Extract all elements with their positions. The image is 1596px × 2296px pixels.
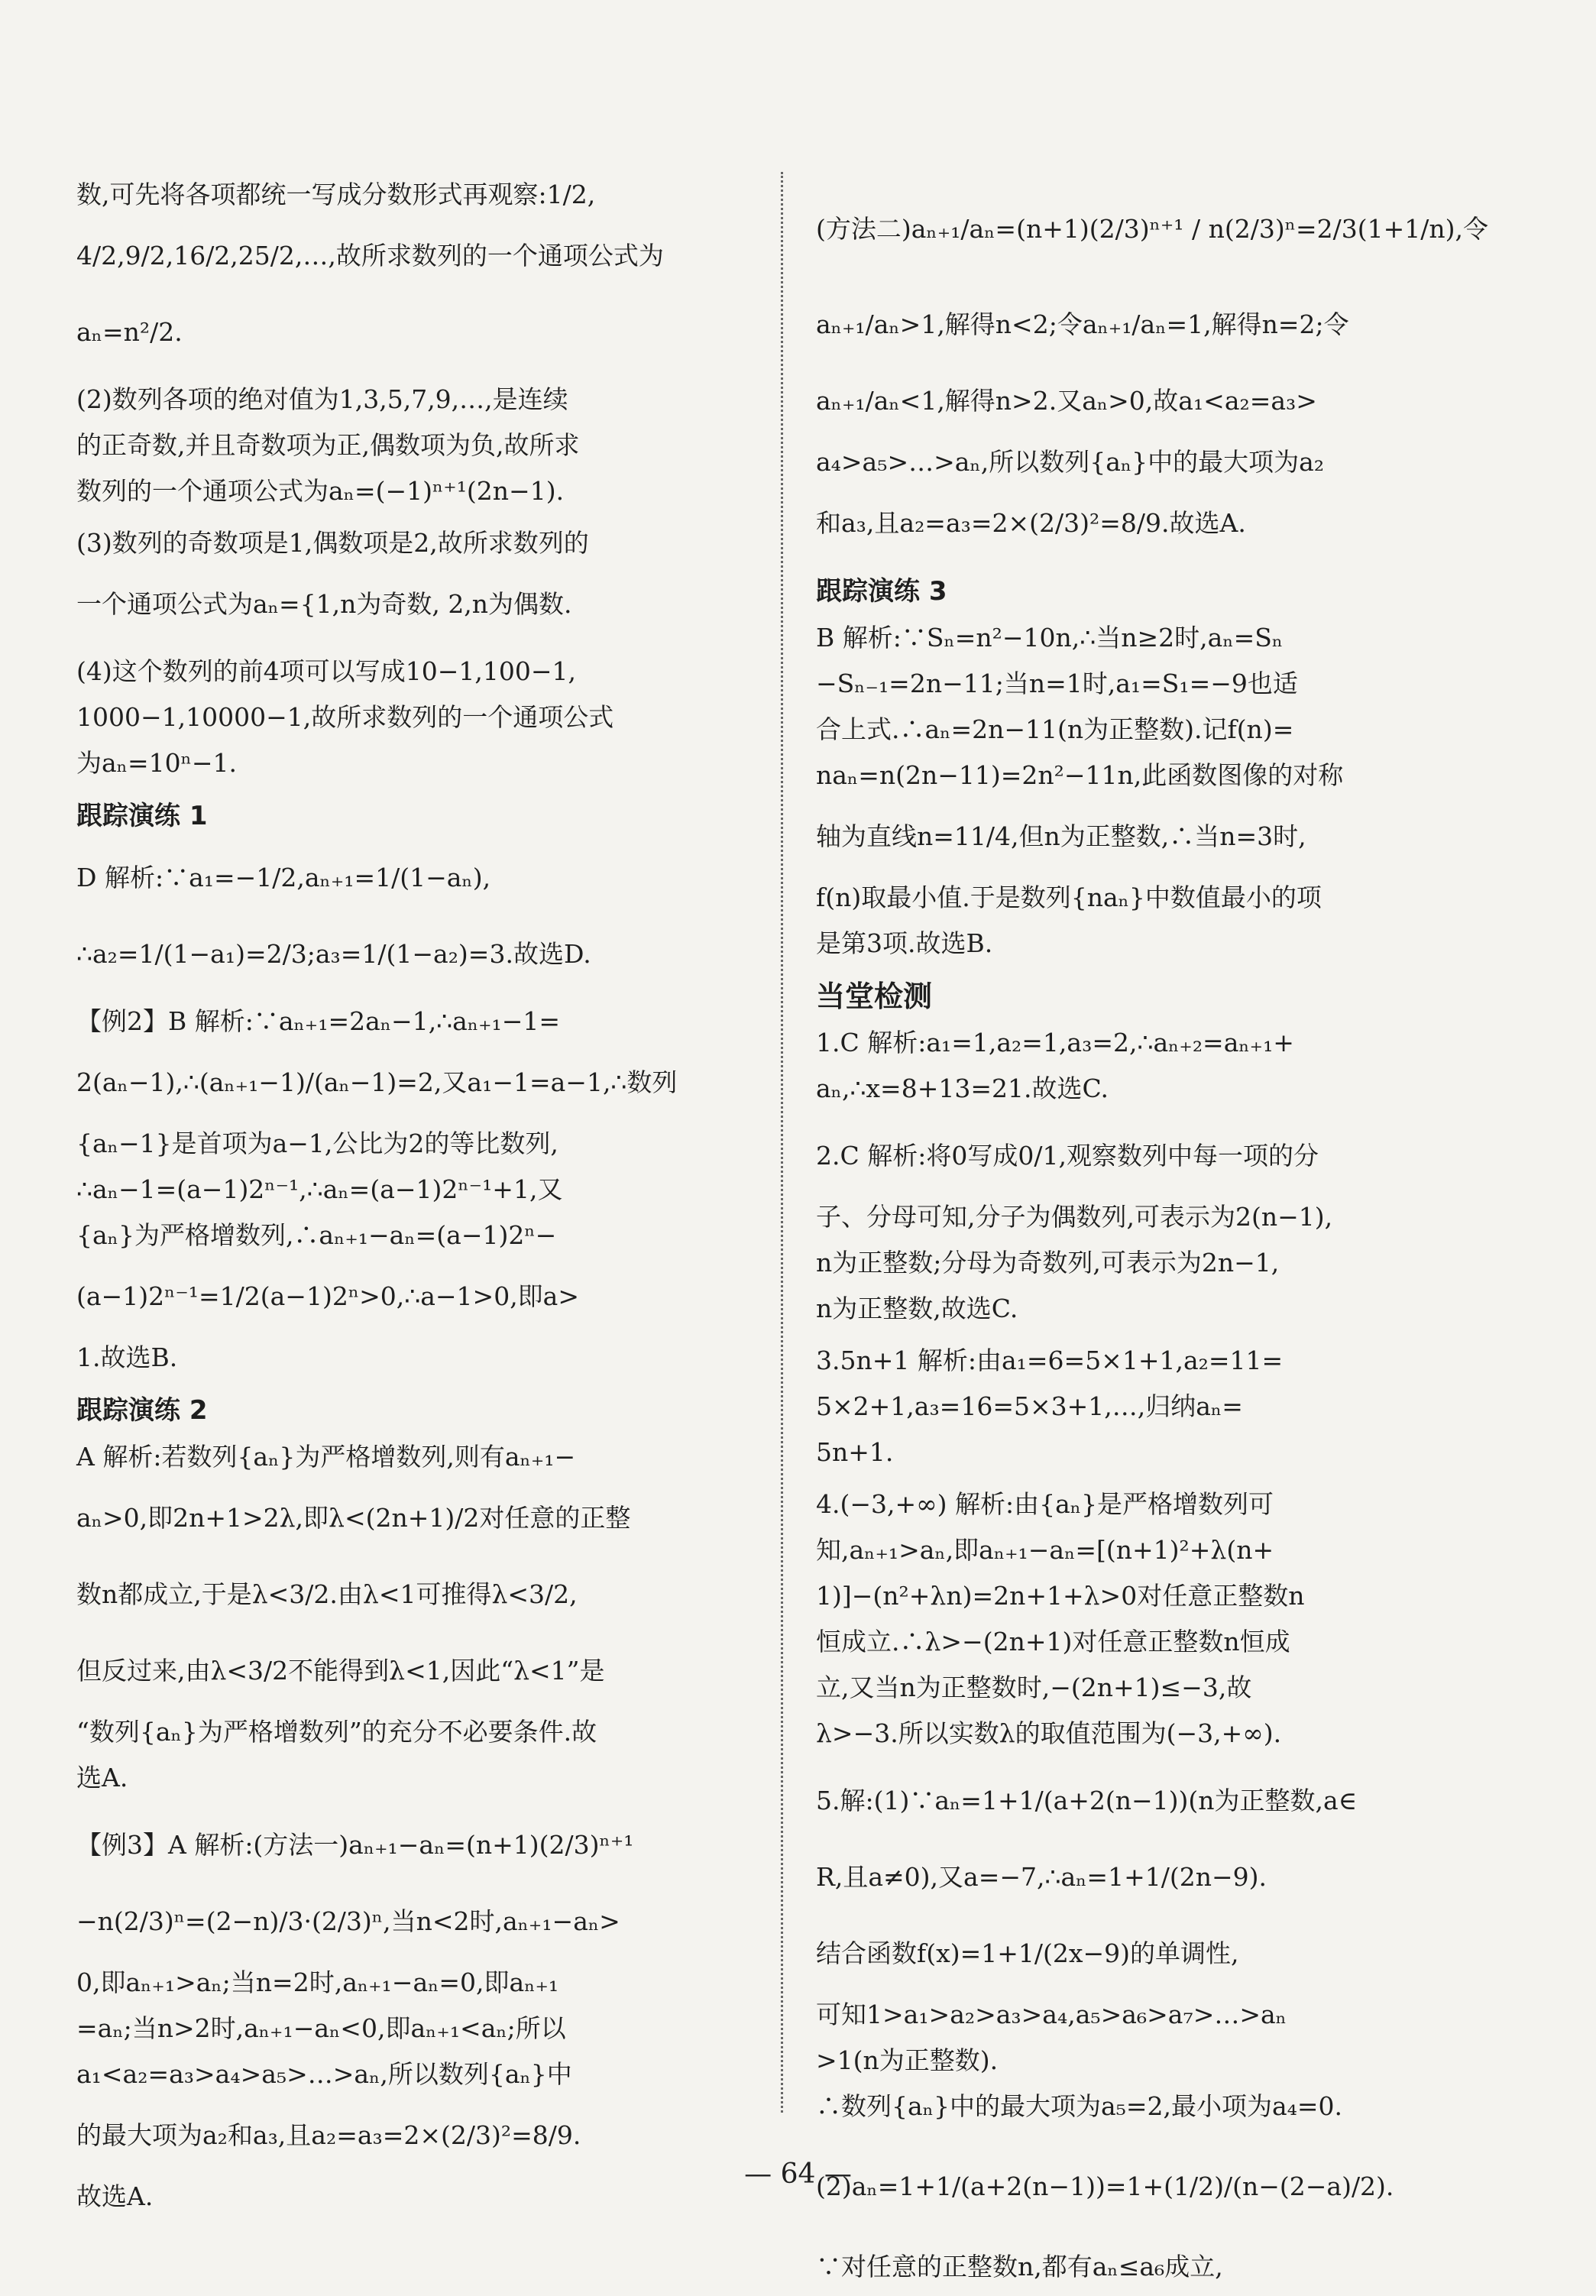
exercise-item [816, 1118, 1496, 1332]
text-line: 故选A. [76, 2181, 154, 2211]
text-line: 3.5n+1 解析:由a₁=6=5×1+1,a₂=11= [816, 1346, 1284, 1375]
exercise-item [816, 1020, 1496, 1112]
text-line: 1.故选B. [76, 1342, 178, 1372]
exercise-item [816, 1763, 1496, 2290]
example-block [76, 1807, 756, 2220]
text-block [76, 172, 756, 371]
text-line: (a−1)2ⁿ⁻¹=1/2(a−1)2ⁿ>0,∴a−1>0,即a> [76, 1281, 580, 1311]
text-line: 【例3】A 解析:(方法一)aₙ₊₁−aₙ=(n+1)(2/3)ⁿ⁺¹ [76, 1830, 634, 1860]
text-line: 和a₃,且a₂=a₃=2×(2/3)²=8/9.故选A. [816, 508, 1246, 538]
text-line: (2)aₙ=1+1/(a+2(n−1))=1+(1/2)/(n−(2−a)/2). [816, 2171, 1394, 2201]
text-line: >1(n为正整数). [816, 2045, 999, 2075]
text-line: ∴a₂=1/(1−a₁)=2/3;a₃=1/(1−a₂)=3.故选D. [76, 939, 591, 969]
text-line: aₙ>0,即2n+1>2λ,即λ<(2n+1)/2对任意的正整 [76, 1503, 631, 1533]
text-line: 2(aₙ−1),∴(aₙ₊₁−1)/(aₙ−1)=2,又a₁−1=a−1,∴数列 [76, 1067, 678, 1097]
text-line: aₙ,∴x=8+13=21.故选C. [816, 1074, 1109, 1103]
text-line: 结合函数f(x)=1+1/(2x−9)的单调性, [816, 1938, 1239, 1968]
text-line: 立,又当n为正整数时,−(2n+1)≤−3,故 [816, 1673, 1252, 1702]
text-line: −Sₙ₋₁=2n−11;当n=1时,a₁=S₁=−9也适 [816, 669, 1298, 698]
text-line: 知,aₙ₊₁>aₙ,即aₙ₊₁−aₙ=[(n+1)²+λ(n+ [816, 1535, 1274, 1565]
text-line: −n(2/3)ⁿ=(2−n)/3·(2/3)ⁿ,当n<2时,aₙ₊₁−aₙ> [76, 1906, 620, 1936]
text-line: 子、分母可知,分子为偶数列,可表示为2(n−1), [816, 1202, 1333, 1232]
text-line: 【例2】B 解析:∵aₙ₊₁=2aₙ−1,∴aₙ₊₁−1= [76, 1006, 561, 1036]
text-line: λ>−3.所以实数λ的取值范围为(−3,+∞). [816, 1718, 1282, 1748]
text-line: 合上式.∴aₙ=2n−11(n为正整数).记f(n)= [816, 714, 1294, 744]
text-line: =aₙ;当n>2时,aₙ₊₁−aₙ<0,即aₙ₊₁<aₙ;所以 [76, 2013, 566, 2043]
text-line: 1.C 解析:a₁=1,a₂=1,a₃=2,∴aₙ₊₂=aₙ₊₁+ [816, 1028, 1294, 1057]
text-block [76, 840, 756, 993]
text-line: 数,可先将各项都统一写成分数形式再观察:1/2, [76, 180, 596, 209]
text-line: 是第3项.故选B. [816, 928, 993, 958]
text-line: 的正奇数,并且奇数项为正,偶数项为负,故所求 [76, 430, 580, 460]
text-line: ∴aₙ−1=(a−1)2ⁿ⁻¹,∴aₙ=(a−1)2ⁿ⁻¹+1,又 [76, 1174, 563, 1204]
text-line: ∵对任意的正整数n,都有aₙ≤a₆成立, [816, 2252, 1223, 2281]
text-line: B 解析:∵Sₙ=n²−10n,∴当n≥2时,aₙ=Sₙ [816, 623, 1284, 653]
text-line: R,且a≠0),又a=−7,∴aₙ=1+1/(2n−9). [816, 1862, 1267, 1892]
text-line: 选A. [76, 1763, 128, 1792]
text-line: 0,即aₙ₊₁>aₙ;当n=2时,aₙ₊₁−aₙ=0,即aₙ₊₁ [76, 1967, 559, 1997]
text-line: aₙ₊₁/aₙ<1,解得n>2.又aₙ>0,故a₁<a₂=a₃> [816, 386, 1317, 416]
text-block [76, 649, 756, 786]
text-line: D 解析:∵a₁=−1/2,aₙ₊₁=1/(1−aₙ), [76, 863, 491, 892]
section-heading: 当堂检测 [816, 980, 933, 1013]
text-line: “数列{aₙ}为严格增数列”的充分不必要条件.故 [76, 1717, 597, 1747]
text-block [76, 1434, 756, 1801]
column-divider [781, 172, 783, 2113]
text-line: 数n都成立,于是λ<3/2.由λ<1可推得λ<3/2, [76, 1579, 578, 1609]
text-line: a₄>a₅>…>aₙ,所以数列{aₙ}中的最大项为a₂ [816, 447, 1325, 477]
text-line: 1000−1,10000−1,故所求数列的一个通项公式 [76, 702, 614, 732]
text-line: 5×2+1,a₃=16=5×3+1,…,归纳aₙ= [816, 1391, 1243, 1421]
text-line: 为aₙ=10ⁿ−1. [76, 748, 238, 778]
text-line: (2)数列各项的绝对值为1,3,5,7,9,…,是连续 [76, 384, 568, 414]
exercise-item [816, 1338, 1496, 1475]
text-line: 一个通项公式为aₙ={1,n为奇数, 2,n为偶数. [76, 589, 572, 619]
exercise-item [816, 1482, 1496, 1757]
text-line: 可知1>a₁>a₂>a₃>a₄,a₅>a₆>a₇>…>aₙ [816, 2000, 1287, 2029]
text-line: {aₙ−1}是首项为a−1,公比为2的等比数列, [76, 1129, 558, 1158]
text-block [76, 377, 756, 514]
section-heading: 跟踪演练 2 [76, 1395, 208, 1426]
text-line: 5n+1. [816, 1437, 894, 1467]
text-line: 5.解:(1)∵aₙ=1+1/(a+2(n−1))(n为正整数,a∈ [816, 1786, 1358, 1815]
text-line: ∴数列{aₙ}中的最大项为a₅=2,最小项为a₄=0. [816, 2091, 1343, 2121]
text-line: (方法二)aₙ₊₁/aₙ=(n+1)(2/3)ⁿ⁺¹ / n(2/3)ⁿ=2/3(1+1/n),令 [816, 214, 1488, 244]
text-line: naₙ=n(2n−11)=2n²−11n,此函数图像的对称 [816, 760, 1344, 790]
text-line: f(n)取最小值.于是数列{naₙ}中数值最小的项 [816, 882, 1322, 912]
text-line: n为正整数;分母为奇数列,可表示为2n−1, [816, 1248, 1280, 1278]
section-heading: 跟踪演练 1 [76, 801, 208, 831]
text-line: 4/2,9/2,16/2,25/2,…,故所求数列的一个通项公式为 [76, 241, 664, 270]
text-line: 4.(−3,+∞) 解析:由{aₙ}是严格增数列可 [816, 1489, 1274, 1519]
text-line: 恒成立.∴λ>−(2n+1)对任意正整数n恒成 [816, 1627, 1290, 1656]
text-line: aₙ₊₁/aₙ>1,解得n<2;令aₙ₊₁/aₙ=1,解得n=2;令 [816, 309, 1349, 339]
text-line: 的最大项为a₂和a₃,且a₂=a₃=2×(2/3)²=8/9. [76, 2120, 581, 2150]
text-line: aₙ=n²/2. [76, 317, 183, 347]
section-heading: 跟踪演练 3 [816, 576, 947, 607]
text-line: a₁<a₂=a₃>a₄>a₅>…>aₙ,所以数列{aₙ}中 [76, 2059, 572, 2089]
page-number: — 64 — [744, 2158, 852, 2190]
text-line: 2.C 解析:将0写成0/1,观察数列中每一项的分 [816, 1141, 1319, 1171]
text-line: {aₙ}为严格增数列,∴aₙ₊₁−aₙ=(a−1)2ⁿ− [76, 1220, 557, 1250]
text-line: n为正整数,故选C. [816, 1294, 1018, 1323]
text-line: (4)这个数列的前4项可以写成10−1,100−1, [76, 656, 576, 686]
text-block [816, 172, 1496, 562]
left-column [76, 172, 756, 2226]
text-block [76, 520, 756, 643]
text-block [816, 615, 1496, 967]
text-line: 1)]−(n²+λn)=2n+1+λ>0对任意正整数n [816, 1581, 1305, 1611]
right-column [816, 172, 1496, 2296]
text-line: 数列的一个通项公式为aₙ=(−1)ⁿ⁺¹(2n−1). [76, 476, 565, 506]
text-line: 但反过来,由λ<3/2不能得到λ<1,因此“λ<1”是 [76, 1656, 605, 1686]
example-block [76, 999, 756, 1381]
text-line: 轴为直线n=11/4,但n为正整数,∴当n=3时, [816, 821, 1306, 851]
text-line: (3)数列的奇数项是1,偶数项是2,故所求数列的 [76, 528, 589, 558]
text-line: A 解析:若数列{aₙ}为严格增数列,则有aₙ₊₁− [76, 1442, 576, 1472]
